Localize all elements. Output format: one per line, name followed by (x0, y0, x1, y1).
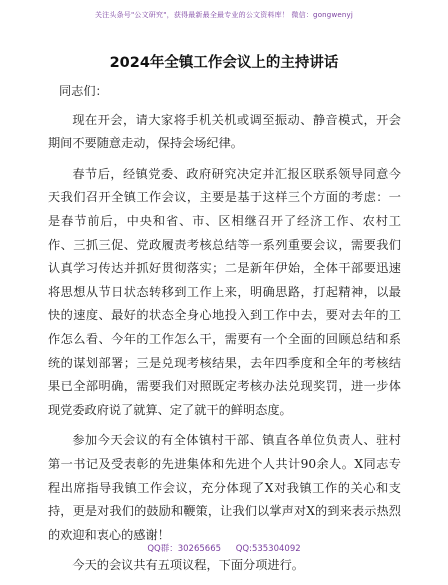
paragraph-opening: 现在开会，请大家将手机关机或调至振动、静音模式，开会期间不要随意走动，保持会场纪律。 (48, 112, 401, 151)
document-body (48, 80, 401, 585)
footer-qq: QQ:535304092 (235, 544, 301, 554)
paragraph-attendees: 参加今天会议的有全体镇村干部、镇直各单位负责人、驻村第一书记及受表彰的先进集体和先进个人共计90余人。X同志专程出席指导我镇工作会议，充分体现了X对我镇工作的关心和支持，更是对我们的鼓励和鞭策，让我们以掌声对X的到来表示热烈的欢迎和衷心的感谢！ (48, 433, 401, 542)
document-title: 2024年全镇工作会议上的主持讲话 (109, 55, 339, 71)
footer-qq-group: QQ群：30265665 (147, 544, 222, 554)
header-note: 关注头条号"公文研究"，获得最新最全最专业的公文资料库！ 微信：gongwenyj (94, 11, 354, 19)
salutation: 同志们： (59, 84, 108, 98)
footer-contact (0, 542, 448, 554)
paragraph-reasons: 春节后，经镇党委、政府研究决定并汇报区联系领导同意今天我们召开全镇工作会议，主要是基于这样三个方面的考虑：一是春节前后，中央和省、市、区相继召开了经济工作、农村工作、三抓三促、党政履责考核总结等一系列重要会议，需要我们认真学习传达并抓好贯彻落实；二是新年伊始，全体干部要迅速将思想从节日状态转移到工作上来，明确思路，打起精神，以最快的速度、最好的状态全身心地投入到工作中去，要对去年的工作怎么看、今年的工作怎么干，需要有一个全面的回顾总结和系统的谋划部署；三是兑现考核结果，去年四季度和全年的考核结果已全部明确，需要我们对照既定考核办法兑现奖罚，进一步体现党委政府说了就算、定了就干的鲜明态度。 (48, 166, 401, 417)
paragraph-agenda: 今天的会议共有五项议程，下面分项进行。 (72, 558, 304, 573)
